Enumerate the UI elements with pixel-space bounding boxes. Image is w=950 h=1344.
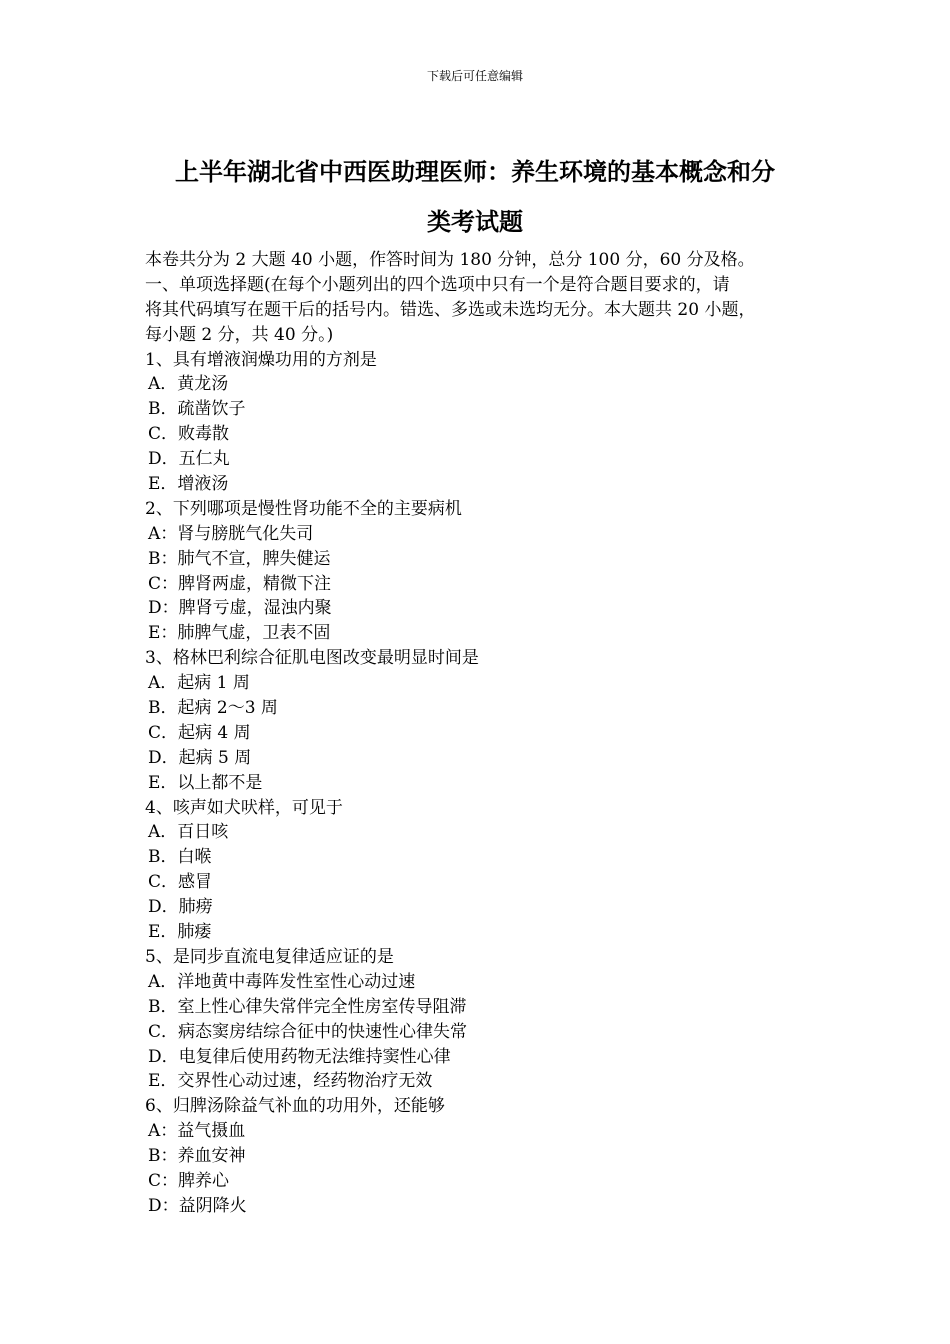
question-option: D．电复律后使用药物无法维持窦性心律 bbox=[148, 1046, 451, 1067]
question-option: C：脾肾两虚，精微下注 bbox=[148, 573, 332, 594]
question-5 bbox=[145, 945, 835, 1094]
question-option: A．起病 1 周 bbox=[148, 673, 250, 694]
question-stem: 3、格林巴利综合征肌电图改变最明显时间是 bbox=[145, 648, 479, 669]
question-option: E．肺痿 bbox=[148, 922, 212, 943]
question-option: D．五仁丸 bbox=[148, 449, 230, 470]
question-option: B：养血安神 bbox=[148, 1146, 246, 1167]
question-option: D．肺痨 bbox=[148, 897, 213, 918]
question-stem: 2、下列哪项是慢性肾功能不全的主要病机 bbox=[145, 498, 462, 519]
question-option: A．洋地黄中毒阵发性室性心动过速 bbox=[148, 971, 416, 992]
question-option: A．百日咳 bbox=[148, 822, 229, 843]
question-option: A：肾与膀胱气化失司 bbox=[148, 523, 314, 544]
question-option: C．感冒 bbox=[148, 872, 213, 893]
question-option: C．病态窦房结综合征中的快速性心律失常 bbox=[148, 1021, 468, 1042]
question-option: E：肺脾气虚，卫表不固 bbox=[148, 623, 331, 644]
document-title-line-2: 类考试题 bbox=[427, 208, 523, 236]
question-option: D：脾肾亏虚，湿浊内聚 bbox=[148, 598, 332, 619]
question-option: D：益阴降火 bbox=[148, 1195, 247, 1216]
exam-intro: 本卷共分为 2 大题 40 小题，作答时间为 180 分钟，总分 100 分，60 分及格。 bbox=[145, 250, 755, 270]
document-body bbox=[145, 248, 835, 1219]
question-option: B．起病 2～3 周 bbox=[148, 698, 278, 719]
question-stem: 6、归脾汤除益气补血的功用外，还能够 bbox=[145, 1096, 445, 1117]
question-option: E．交界性心动过速，经药物治疗无效 bbox=[148, 1071, 433, 1092]
header-note: 下载后可任意编辑 bbox=[426, 69, 523, 83]
question-option: C．败毒散 bbox=[148, 424, 230, 445]
question-option: C：脾养心 bbox=[148, 1170, 230, 1191]
question-1 bbox=[145, 348, 835, 497]
question-option: B．白喉 bbox=[148, 847, 212, 868]
section-instructions-line-3: 每小题 2 分，共 40 分。) bbox=[145, 324, 334, 345]
question-6 bbox=[145, 1094, 835, 1218]
question-option: B．疏凿饮子 bbox=[148, 399, 246, 420]
question-4 bbox=[145, 796, 835, 945]
question-option: A．黄龙汤 bbox=[148, 374, 229, 395]
document-title-line-1: 上半年湖北省中西医助理医师：养生环境的基本概念和分 bbox=[175, 158, 775, 186]
question-option: E．以上都不是 bbox=[148, 772, 263, 793]
question-stem: 5、是同步直流电复律适应证的是 bbox=[145, 946, 394, 967]
question-option: A：益气摄血 bbox=[148, 1121, 246, 1142]
section-instructions-line-2: 将其代码填写在题干后的括号内。错选、多选或未选均无分。本大题共 20 小题， bbox=[145, 299, 756, 320]
question-option: D．起病 5 周 bbox=[148, 747, 252, 768]
question-option: E．增液汤 bbox=[148, 474, 229, 495]
question-stem: 4、咳声如犬吠样，可见于 bbox=[145, 797, 343, 818]
question-option: C．起病 4 周 bbox=[148, 722, 251, 743]
question-2 bbox=[145, 497, 835, 646]
section-instructions-line-1: 一、单项选择题(在每个小题列出的四个选项中只有一个是符合题目要求的，请 bbox=[145, 274, 730, 295]
question-stem: 1、具有增液润燥功用的方剂是 bbox=[145, 349, 377, 370]
question-option: B．室上性心律失常伴完全性房室传导阻滞 bbox=[148, 996, 467, 1017]
question-3 bbox=[145, 646, 835, 795]
question-option: B：肺气不宣，脾失健运 bbox=[148, 548, 331, 569]
